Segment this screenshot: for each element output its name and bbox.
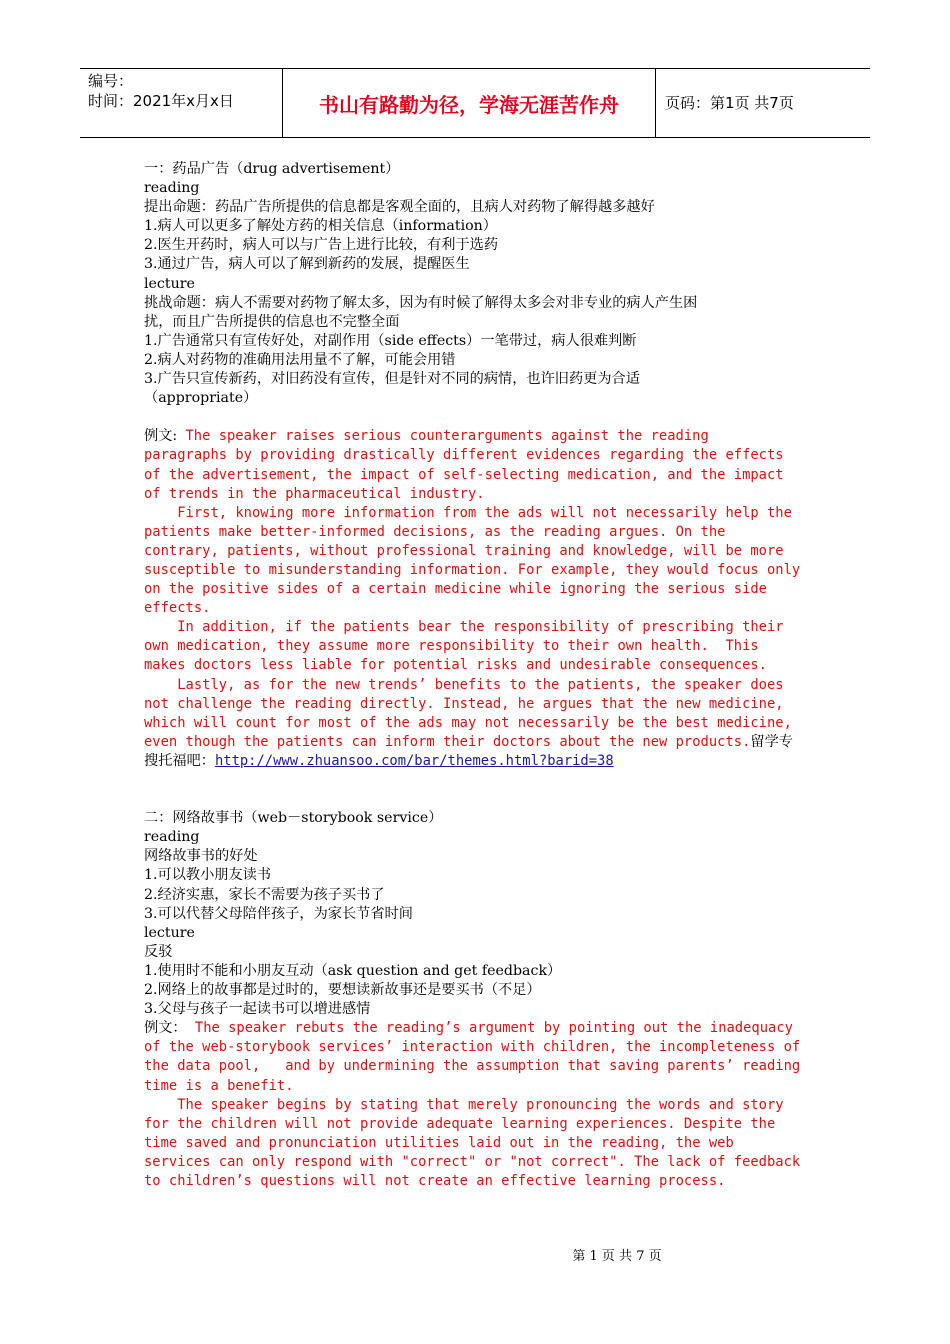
section1-essay-line: of trends in the pharmaceutical industry. (144, 485, 485, 502)
section1-essay-line: makes doctors less liable for potential risks and undesirable consequences. (144, 657, 767, 674)
section1-essay-line: on the positive sides of a certain medicine while ignoring the serious side (144, 581, 767, 598)
section1-essay-line: The speaker raises serious counterarguments against the reading (177, 428, 709, 445)
section1-essay-line: effects. (144, 600, 211, 617)
section1-essay-line: which will count for most of the ads may not necessarily be the best medicine, (144, 714, 792, 731)
section1-counter-point: 3.广告只宣传新药，对旧药没有宣传，但是针对不同的病情，也许旧药更为合适 (144, 371, 640, 388)
header-meta-cell (80, 69, 282, 137)
section1-essay-line: Lastly, as for the new trends’ benefits to the patients, the speaker does (144, 676, 784, 693)
section1-counter-point-cont: （appropriate） (144, 390, 258, 407)
section2-essay-line: time saved and pronunciation utilities laid out in the reading, the web (144, 1134, 734, 1151)
promo-link[interactable]: http://www.zhuansoo.com/bar/themes.html?barid=38 (214, 752, 614, 769)
section1-essay-line: of the advertisement, the impact of self-selecting medication, and the impact (144, 466, 784, 483)
section2-essay-line: for the children will not provide adequate learning experiences. Despite the (144, 1115, 776, 1132)
section2-example-label: 例文： (144, 1020, 187, 1037)
section1-essay-line: contrary, patients, without professional training and knowledge, will be more (144, 542, 784, 559)
section2-essay-line: services can only respond with "correct" or "not correct". The lack of feedback (144, 1153, 801, 1170)
section1-counter-point: 1.广告通常只有宣传好处，对副作用（side effects）一笔带过，病人很难判断 (144, 332, 637, 349)
section2-essay-line: of the web-storybook services’ interaction with children, the incompleteness of (144, 1039, 801, 1056)
section1-title: 一：药品广告（drug advertisement） (144, 161, 400, 177)
section1-claim: 提出命题：药品广告所提供的信息都是客观全面的，且病人对药物了解得越多越好 (144, 199, 655, 216)
page-footer (0, 1245, 950, 1264)
document-body (144, 160, 809, 1191)
promo-text: 搜托福吧： (144, 752, 215, 769)
section2-essay-line: the data pool, and by undermining the assumption that saving parents’ reading (144, 1058, 801, 1075)
section1-essay-line: even though the patients can inform their doctors about the new products. (144, 733, 751, 750)
section1-lecture-label: lecture (144, 275, 195, 292)
section2-counter-point: 1.使用时不能和小朋友互动（ask question and get feedback） (144, 962, 562, 979)
section1-counter-point: 2.病人对药物的准确用法用量不了解，可能会用错 (144, 351, 456, 368)
section1-essay-last-line (144, 733, 809, 752)
section2-point: 1.可以教小朋友读书 (144, 867, 272, 884)
section1-essay-line: not challenge the reading directly. Instead, he argues that the new medicine, (144, 695, 784, 712)
section2-point: 3.可以代替父母陪伴孩子，为家长节省时间 (144, 905, 413, 922)
section2-essay-line: time is a benefit. (144, 1077, 294, 1094)
section1-essay-line: susceptible to misunderstanding information. For example, they would focus only (144, 561, 801, 578)
section1-reading-label: reading (144, 180, 200, 197)
section1-point: 3.通过广告，病人可以了解到新药的发展，提醒医生 (144, 256, 470, 273)
number-label: 编号： (88, 72, 134, 90)
section2-counter-point: 2.网络上的故事都是过时的，要想读新故事还是要买书（不足） (144, 982, 541, 999)
section2-counter-point: 3.父母与孩子一起读书可以增进感情 (144, 1001, 371, 1018)
section2-claim: 网络故事书的好处 (144, 848, 258, 865)
section1-essay-line: paragraphs by providing drastically different evidences regarding the effects (144, 447, 784, 464)
section1-challenge-cont: 扰，而且广告所提供的信息也不完整全面 (144, 313, 400, 330)
section2-lecture-label: lecture (144, 924, 195, 941)
header-page-cell (655, 69, 870, 137)
section1-essay-line: First, knowing more information from the ads will not necessarily help the (144, 504, 792, 521)
section1-example-label: 例文: (144, 428, 178, 445)
time-label: 时间：2021年x月x日 (88, 92, 234, 110)
section2-essay-line: The speaker begins by stating that merely pronouncing the words and story (144, 1096, 784, 1113)
header-motto-cell (282, 69, 656, 137)
section1-essay-line: In addition, if the patients bear the responsibility of prescribing their (144, 619, 784, 636)
promo-text: 留学专 (750, 733, 793, 750)
section2-essay-first-line (144, 1019, 809, 1038)
section2-point: 2.经济实惠，家长不需要为孩子买书了 (144, 886, 385, 903)
section1-point: 1.病人可以更多了解处方药的相关信息（information） (144, 218, 497, 235)
section1-point: 2.医生开药时，病人可以与广告上进行比较，有利于选药 (144, 237, 499, 254)
footer-page-number: 第 1 页 共 7 页 (572, 1249, 662, 1264)
section1-challenge: 挑战命题：病人不需要对药物了解太多，因为有时候了解得太多会对非专业的病人产生困 (144, 294, 698, 311)
section2-essay-line: The speaker rebuts the reading’s argument by pointing out the inadequacy (186, 1020, 793, 1037)
section2-essay-line: to children’s questions will not create an effective learning process. (144, 1172, 726, 1189)
section2-rebut-label: 反驳 (144, 943, 173, 960)
section2-reading-label: reading (144, 829, 200, 846)
document-header (80, 68, 870, 138)
section2-title: 二：网络故事书（web－storybook service） (144, 810, 443, 827)
section1-essay-line: own medication, they assume more responsibility to their own health. This (144, 638, 759, 655)
promo-line (144, 752, 809, 771)
section1-essay-first-line (144, 427, 809, 446)
page-info: 页码：第1页 共7页 (665, 94, 794, 112)
motto: 书山有路勤为径，学海无涯苦作舟 (319, 92, 619, 117)
section1-essay-line: patients make better-informed decisions, as the reading argues. On the (144, 523, 726, 540)
